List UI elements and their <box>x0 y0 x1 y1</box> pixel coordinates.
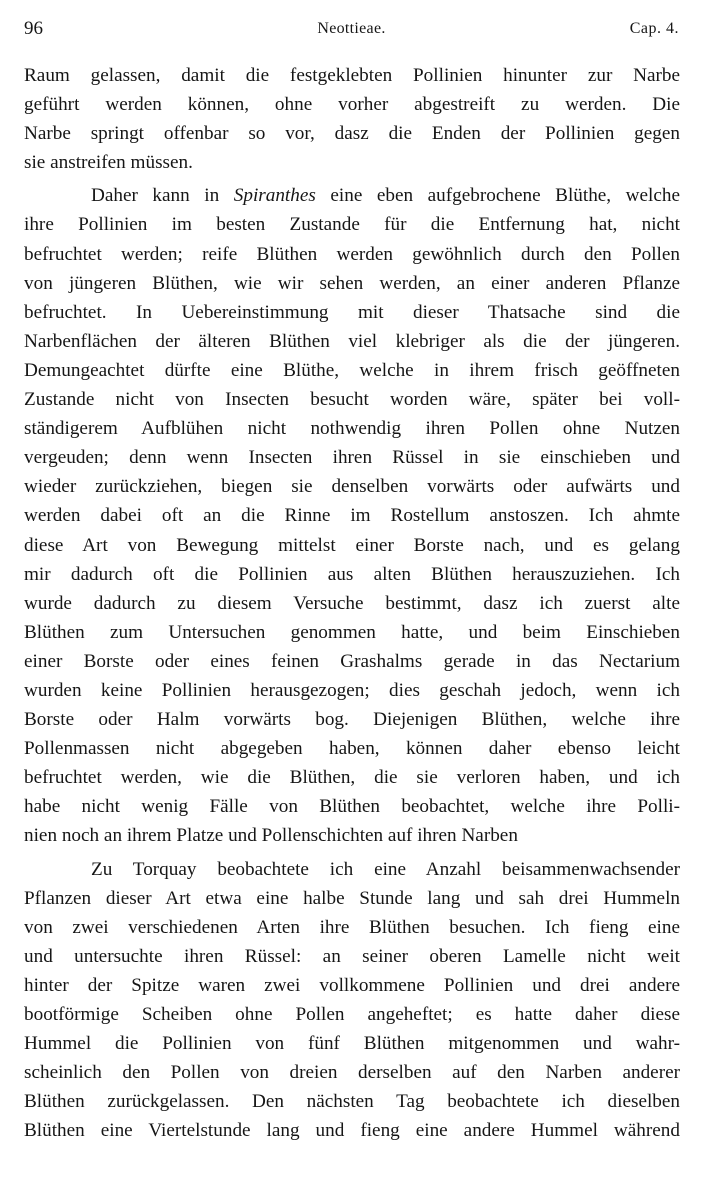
text-line: befruchtet. In Uebereinstimmung mit dieser Thatsache sind die <box>24 301 680 323</box>
text-line: und untersuchte ihren Rüssel: an seiner oberen Lamelle nicht weit <box>24 945 680 967</box>
text-line: Blüthen eine Viertelstunde lang und fieng eine andere Hummel während <box>24 1120 680 1142</box>
running-title: Neottieae. <box>317 20 386 37</box>
text-line: wieder zurückziehen, biegen sie denselben vorwärts oder aufwärts und <box>24 476 680 498</box>
text-line: werden dabei oft an die Rinne im Rostellum anstoszen. Ich ahmte <box>24 505 680 527</box>
text-line: Narbenflächen der älteren Blüthen viel klebriger als die der jüngeren. <box>24 330 680 352</box>
paragraph <box>24 181 680 850</box>
text-line: Borste oder Halm vorwärts bog. Diejenigen Blüthen, welche ihre <box>24 709 680 731</box>
chapter-label: Cap. 4. <box>629 20 679 37</box>
text-line: Demungeachtet dürfte eine Blüthe, welche in ihrem frisch geöffneten <box>24 359 680 381</box>
text-line: Pollenmassen nicht abgegeben haben, können daher ebenso leicht <box>24 738 680 760</box>
text-line: Zustande nicht von Insecten besucht worden wäre, später bei voll- <box>24 389 680 411</box>
text-line: Hummel die Pollinien von fünf Blüthen mitgenommen und wahr- <box>24 1033 680 1055</box>
text-line: von jüngeren Blüthen, wie wir sehen werden, an einer anderen Pflanze <box>24 272 680 294</box>
text-line: Blüthen zum Untersuchen genommen hatte, und beim Einschieben <box>24 621 680 643</box>
text-line: vergeuden; denn wenn Insecten ihren Rüssel in sie einschieben und <box>24 447 680 469</box>
text-line: habe nicht wenig Fälle von Blüthen beobachtet, welche ihre Polli- <box>24 796 680 818</box>
text-line: Pflanzen dieser Art etwa eine halbe Stunde lang und sah drei Hummeln <box>24 887 680 909</box>
paragraph <box>24 855 680 1146</box>
text-line: von zwei verschiedenen Arten ihre Blüthen besuchen. Ich fieng eine <box>24 916 680 938</box>
paragraph <box>24 61 680 177</box>
page-number: 96 <box>24 18 43 39</box>
text-line: wurde dadurch zu diesem Versuche bestimmt, dasz ich zuerst alte <box>24 592 680 614</box>
page-header <box>24 18 679 46</box>
text-line: befruchtet werden, wie die Blüthen, die sie verloren haben, und ich <box>24 767 680 789</box>
text-line: nien noch an ihrem Platze und Pollenschichten auf ihren Narben <box>24 825 518 847</box>
text-line <box>24 181 680 210</box>
text-line: Raum gelassen, damit die festgeklebten Pollinien hinunter zur Narbe <box>24 65 680 86</box>
text-line: einer Borste oder eines feinen Grashalms gerade in das Nectarium <box>24 650 680 672</box>
text-line: bootförmige Scheiben ohne Pollen angeheftet; es hatte daher diese <box>24 1004 680 1025</box>
text-run: eine eben aufgebrochene Blüthe, welche <box>315 185 680 207</box>
text-run: Daher kann in <box>91 185 234 207</box>
text-line: wurden keine Pollinien herausgezogen; dies geschah jedoch, wenn ich <box>24 679 680 701</box>
text-line: befruchtet werden; reife Blüthen werden gewöhnlich durch den Pollen <box>24 243 680 265</box>
text-line: Blüthen zurückgelassen. Den nächsten Tag beobachtete ich dieselben <box>24 1091 680 1113</box>
genus-name: Spiranthes <box>233 185 316 207</box>
text-line: mir dadurch oft die Pollinien aus alten Blüthen herauszuziehen. Ich <box>24 563 680 585</box>
text-line: ihre Pollinien im besten Zustande für die Entfernung hat, nicht <box>24 214 680 236</box>
body-text <box>24 61 680 1145</box>
text-line: hinter der Spitze waren zwei vollkommene Pollinien und drei andere <box>24 974 680 996</box>
text-line: diese Art von Bewegung mittelst einer Borste nach, und es gelang <box>24 534 680 556</box>
text-line: Narbe springt offenbar so vor, dasz die Enden der Pollinien gegen <box>24 123 680 145</box>
text-line: geführt werden können, ohne vorher abgestreift zu werden. Die <box>24 94 680 116</box>
text-line: Zu Torquay beobachtete ich eine Anzahl beisammenwachsender <box>91 858 680 880</box>
text-line: sie anstreifen müssen. <box>24 152 193 174</box>
text-line: ständigerem Aufblühen nicht nothwendig ihren Pollen ohne Nutzen <box>24 418 680 440</box>
text-line: scheinlich den Pollen von dreien derselben auf den Narben anderer <box>24 1062 680 1084</box>
